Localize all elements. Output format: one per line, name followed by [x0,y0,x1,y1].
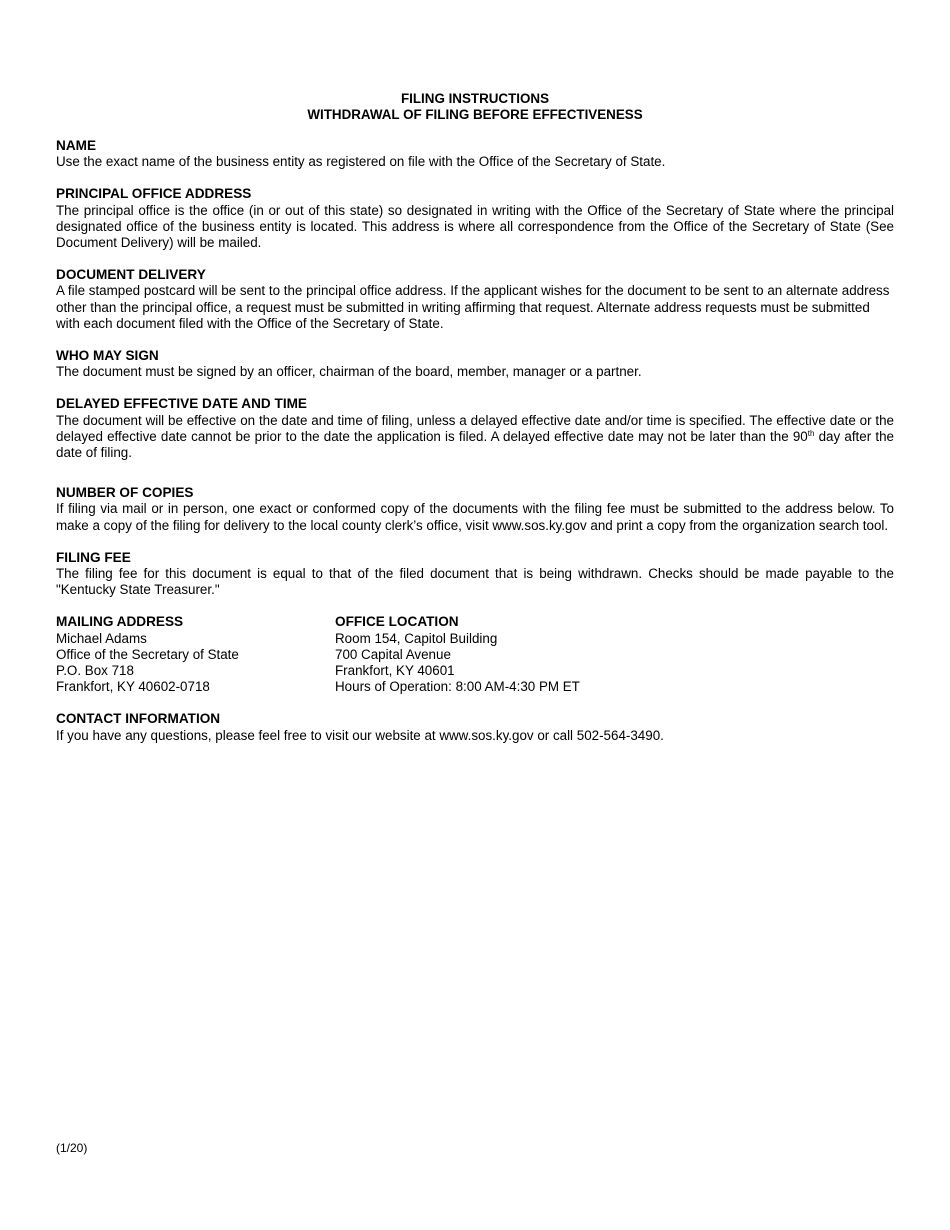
address-line: P.O. Box 718 [56,663,134,679]
mailing-address-block [56,614,335,695]
section-delayed-effective-date [56,396,894,461]
section-name [56,138,894,170]
section-text: A file stamped postcard will be sent to the principal office address. If the applicant wishes for the document to be sent to an alternate address other than the principal office, a request must be submitted in writing affirming that request. Alternate address requests must be submitted with each document filed with the Office of the Secretary of State. [56,283,890,331]
document-page [56,91,894,744]
section-text: If filing via mail or in person, one exact or conformed copy of the documents with the filing fee must be submitted to the address below. To make a copy of the filing for delivery to the local county clerk’s office, visit www.sos.ky.gov and print a copy from the organization search tool. [56,501,894,533]
section-text: If you have any questions, please feel free to visit our website at www.sos.ky.gov or call 502-564-3490. [56,727,664,743]
text-before-superscript: The document will be effective on the date and time of filing, unless a delayed effective date and/or time is specified. The effective date or the delayed effective date cannot be prior to the date the application is filed. A delayed effective date may not be later than the 90 [56,412,894,444]
section-text: The principal office is the office (in or out of this state) so designated in writing with the Office of the Secretary of State where the principal designated office of the business entity is located. This address is where all correspondence from the Office of the Secretary of State (See Document Delivery) will be mailed. [56,202,894,251]
address-line: Office of the Secretary of State [56,646,239,662]
office-location-block [335,614,735,695]
address-line: Hours of Operation: 8:00 AM-4:30 PM ET [335,679,580,695]
title-line-2: WITHDRAWAL OF FILING BEFORE EFFECTIVENESS [307,107,643,122]
title-line-1: FILING INSTRUCTIONS [400,91,550,106]
address-line: 700 Capital Avenue [335,646,451,662]
section-heading: WHO MAY SIGN [56,348,159,364]
section-heading: PRINCIPAL OFFICE ADDRESS [56,186,252,202]
address-line: Michael Adams [56,630,147,646]
section-heading: CONTACT INFORMATION [56,711,221,727]
section-heading: DOCUMENT DELIVERY [56,267,206,283]
section-text: The document must be signed by an officer, chairman of the board, member, manager or a partner. [56,364,642,380]
section-heading: OFFICE LOCATION [335,614,459,630]
section-heading: MAILING ADDRESS [56,614,184,630]
document-title [56,91,894,123]
address-line: Frankfort, KY 40601 [335,663,455,679]
ordinal-superscript: th [807,428,815,438]
text-after-superscript: day after the date of filing. [56,428,894,461]
section-heading: NUMBER OF COPIES [56,485,194,501]
section-heading: DELAYED EFFECTIVE DATE AND TIME [56,396,307,412]
section-document-delivery [56,267,894,332]
section-heading: FILING FEE [56,549,131,565]
section-text [56,413,894,462]
section-number-of-copies [56,485,894,534]
section-text: Use the exact name of the business entity as registered on file with the Office of the Secretary of State. [56,154,666,170]
section-principal-office [56,186,894,251]
section-contact-information [56,711,894,743]
section-heading: NAME [56,138,97,153]
address-line: Frankfort, KY 40602-0718 [56,679,210,695]
address-columns [56,614,894,695]
address-line: Room 154, Capitol Building [335,630,498,646]
section-who-may-sign [56,348,894,380]
section-filing-fee [56,550,894,599]
section-text: The filing fee for this document is equal to that of the filed document that is being withdrawn. Checks should be made payable to the "Kentucky State Treasurer." [56,566,894,598]
revision-date: (1/20) [56,1141,88,1155]
